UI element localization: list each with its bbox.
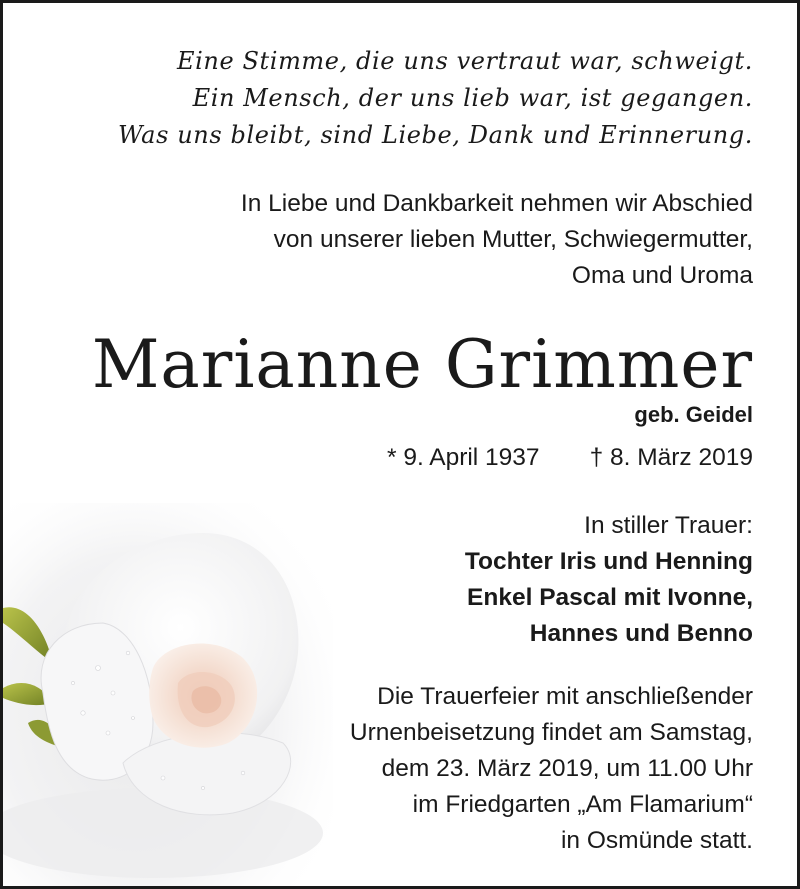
mourner-line: Enkel Pascal mit Ivonne, [467, 584, 753, 611]
death-date: † 8. März 2019 [589, 444, 753, 471]
intro-line: Oma und Uroma [571, 262, 753, 289]
mourning-heading: In stiller Trauer: [584, 512, 753, 539]
poem-line: Ein Mensch, der uns lieb war, ist gegangen. [192, 84, 753, 112]
maiden-name: geb. Geidel [634, 402, 753, 427]
deceased-name: Marianne Grimmer [91, 326, 753, 403]
ceremony-line: Die Trauerfeier mit anschließender [377, 683, 753, 710]
mourners-block [465, 508, 753, 652]
ceremony-line: in Osmünde statt. [560, 827, 753, 854]
poem-verse [118, 43, 753, 154]
poem-line: Was uns bleibt, sind Liebe, Dank und Erinnerung. [117, 121, 753, 149]
white-rose-image [3, 503, 333, 889]
intro-line: von unserer lieben Mutter, Schwiegermutter, [273, 226, 753, 253]
birth-date: * 9. April 1937 [387, 444, 540, 471]
life-dates [387, 441, 753, 475]
ceremony-line: Urnenbeisetzung findet am Samstag, [349, 719, 753, 746]
mourner-line: Tochter Iris und Henning [464, 548, 753, 575]
mourner-line: Hannes und Benno [529, 620, 753, 647]
farewell-intro [241, 186, 753, 294]
ceremony-details [350, 679, 753, 859]
poem-line: Eine Stimme, die uns vertraut war, schweigt. [177, 47, 753, 75]
intro-line: In Liebe und Dankbarkeit nehmen wir Abschied [240, 190, 753, 217]
ceremony-line: dem 23. März 2019, um 11.00 Uhr [381, 755, 753, 782]
ceremony-line: im Friedgarten „Am Flamarium“ [412, 791, 753, 818]
